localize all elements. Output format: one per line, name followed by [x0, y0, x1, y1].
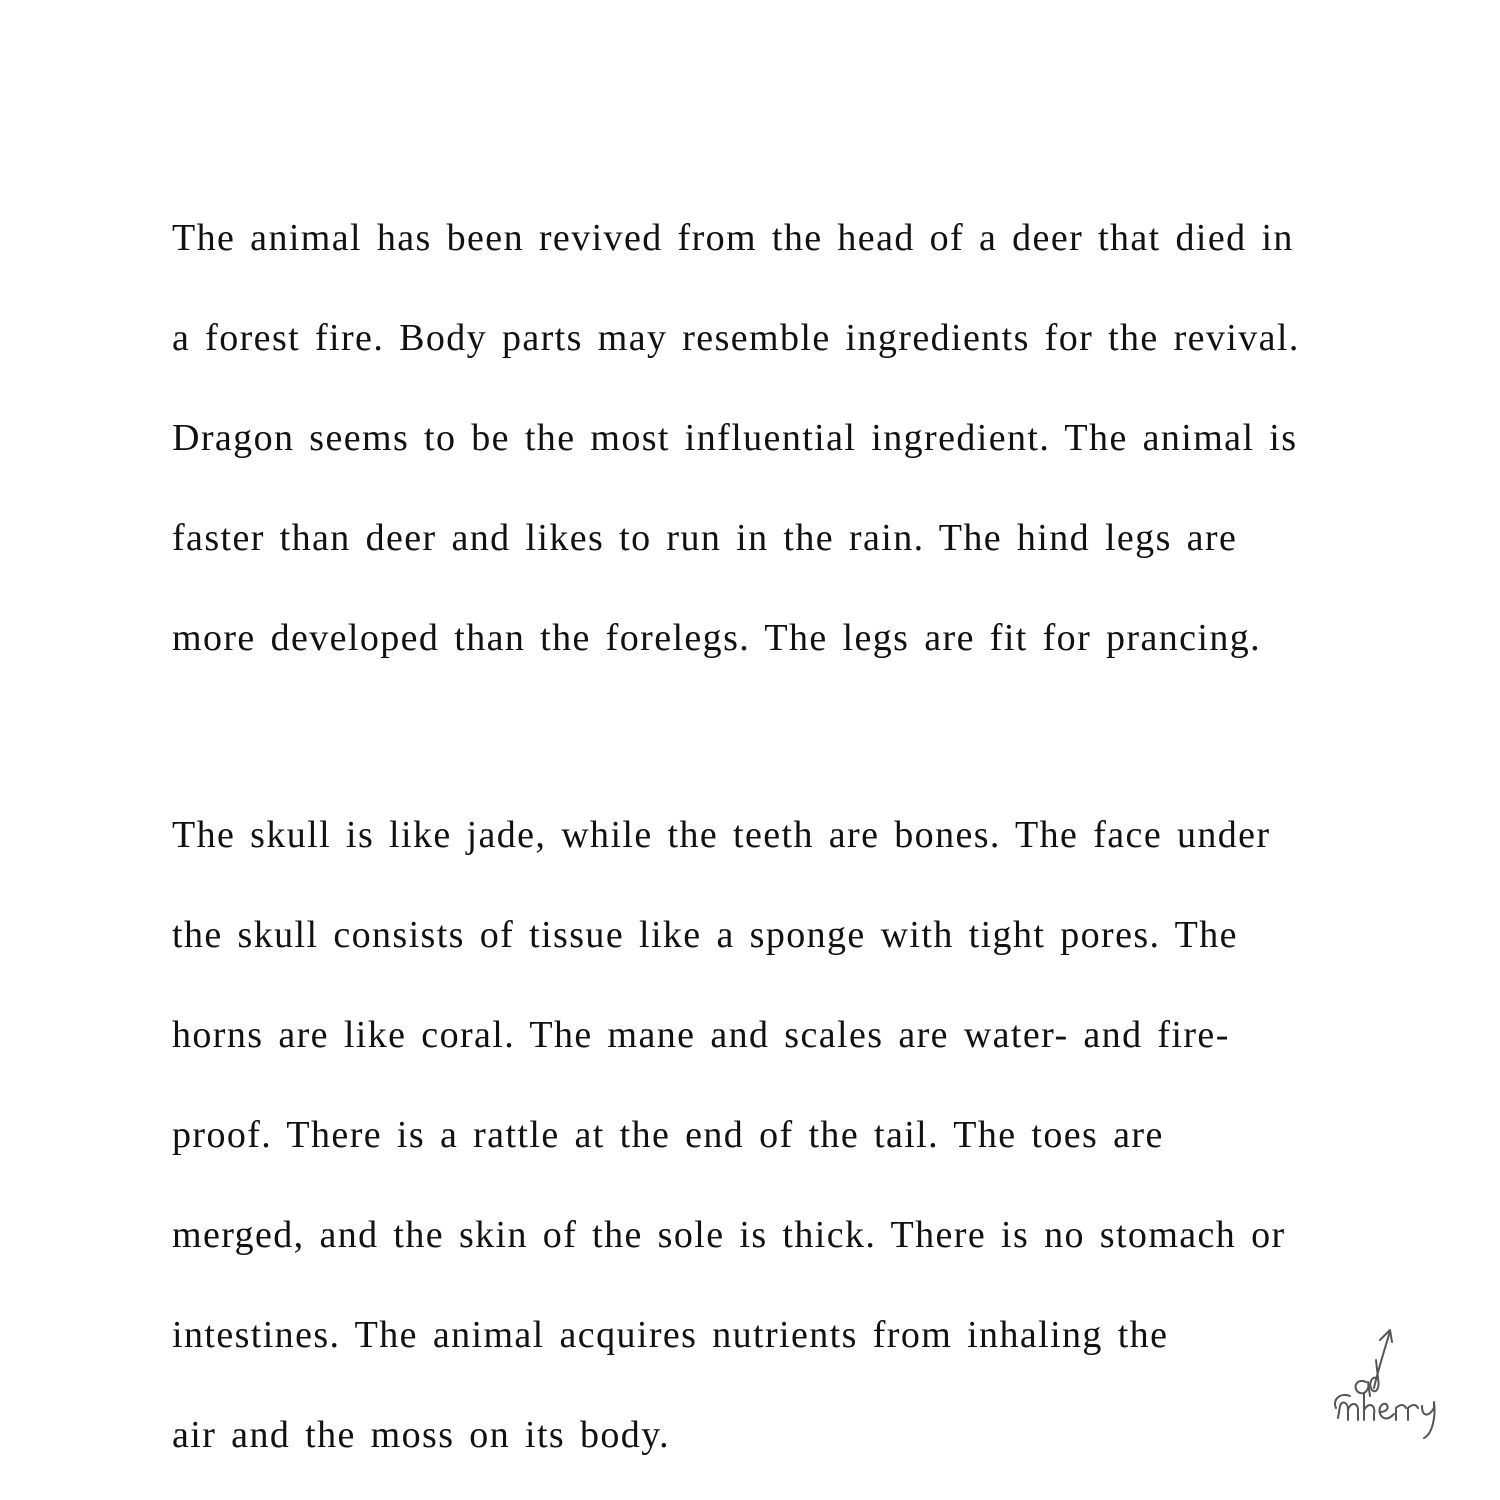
paragraph-line: intestines. The animal acquires nutrients from inhaling the — [172, 1314, 1169, 1356]
paragraph-line: the skull consists of tissue like a sponge with tight pores. The — [172, 914, 1238, 956]
paragraph-line: horns are like coral. The mane and scales are water- and fire- — [172, 1014, 1230, 1056]
paragraph-line: Dragon seems to be the most influential ingredient. The animal is — [172, 417, 1298, 459]
paragraph-line: merged, and the skin of the sole is thick. There is no stomach or — [172, 1214, 1286, 1256]
paragraph-1 — [172, 188, 1472, 688]
handwritten-signature-icon — [1328, 1322, 1458, 1442]
paragraph-2 — [172, 785, 1472, 1485]
paragraph-line: more developed than the forelegs. The legs are fit for prancing. — [172, 617, 1262, 659]
paragraph-line: air and the moss on its body. — [172, 1414, 671, 1456]
paragraph-line: faster than deer and likes to run in the rain. The hind legs are — [172, 517, 1238, 559]
paragraph-line: The skull is like jade, while the teeth are bones. The face under — [172, 814, 1271, 856]
paragraph-line: The animal has been revived from the head of a deer that died in — [172, 217, 1294, 259]
paragraph-line: proof. There is a rattle at the end of the tail. The toes are — [172, 1114, 1164, 1156]
paragraph-line: a forest fire. Body parts may resemble ingredients for the revival. — [172, 317, 1300, 359]
